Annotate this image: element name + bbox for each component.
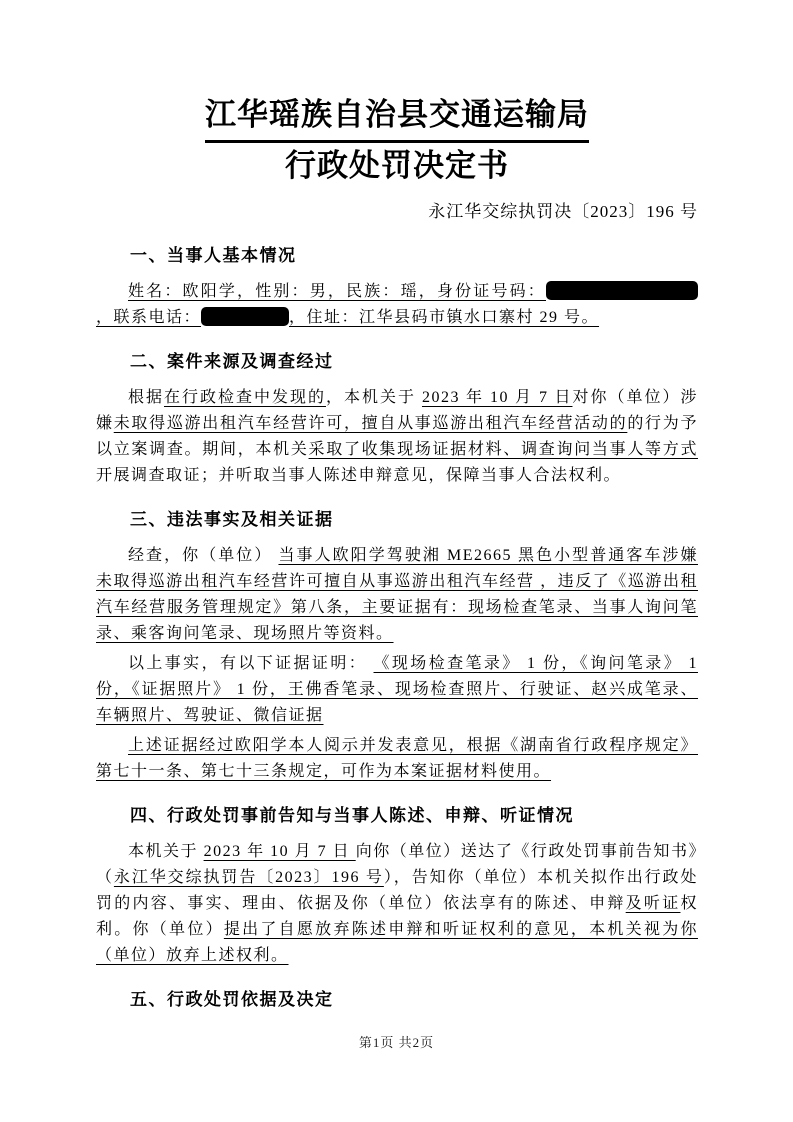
text-run: ），告知你（单位）本机关拟作出行政处罚的内容、事实、理由、依据及你（单位）依法享有的陈述、申辩 <box>96 869 698 912</box>
section-heading-1: 一、当事人基本情况 <box>130 246 297 265</box>
underlined-text-run: 未取得巡游出租汽车经营许可，擅自从事巡游出租汽车经营活动的 <box>113 415 628 432</box>
underlined-text-run: 提出了自愿放弃陈述申辩和听证权利的意见，本机关视为你（单位）放弃上述权利。 <box>96 921 698 964</box>
underlined-text-run: 在行政检查中发现的 <box>164 389 326 406</box>
section-heading-5: 五、行政处罚依据及决定 <box>130 990 334 1009</box>
section-4 <box>96 803 698 969</box>
text-run: 向你（单位）送达了《行政处罚事前告知书》（ <box>96 843 698 886</box>
paragraph-prior-notice <box>96 839 698 969</box>
paragraph-evidence-review <box>96 733 698 785</box>
paragraph-party-info <box>96 279 698 331</box>
section-heading-2: 二、案件来源及调查经过 <box>130 352 334 371</box>
document-title-line1: 江华瑶族自治县交通运输局 <box>205 92 589 143</box>
text-run: 开展调查取证；并听取当事人陈述申辩意见，保障当事人合法权利。 <box>96 467 622 484</box>
page-footer: 第1页 共2页 <box>358 1035 435 1050</box>
section-2 <box>96 349 698 489</box>
section-3 <box>96 507 698 785</box>
section-1 <box>96 243 698 331</box>
text-run: 以上事实，有以下证据证明： <box>128 655 374 672</box>
underlined-text-run: 上述证据经过欧阳学本人阅示并发表意见，根据《湖南省行政程序规定》第七十一条、第七十三条规定，可作为本案证据材料使用。 <box>96 737 698 780</box>
document-title-line2: 行政处罚决定书 <box>285 148 509 183</box>
section-heading-4: 四、行政处罚事前告知与当事人陈述、申辩、听证情况 <box>130 806 574 825</box>
document-number: 永江华交综执罚决〔2023〕196 号 <box>428 202 698 221</box>
text-run: 根据 <box>128 389 164 406</box>
section-5 <box>96 987 698 1013</box>
text-run: 经查，你（单位） <box>128 547 279 564</box>
text-run: 本机关于 <box>128 843 204 860</box>
paragraph-case-source <box>96 385 698 489</box>
underlined-text-run: 2023 年 10 月 7 日 <box>421 389 573 406</box>
paragraph-evidence-list <box>96 651 698 729</box>
underlined-text-run: 《现场检查笔录》 1 份，《询问笔录》 1 份，《证据照片》 1 份，王佛香笔录、现场检查照片、行驶证、赵兴成笔录、车辆照片、驾驶证、微信证据 <box>96 655 698 724</box>
underlined-text-run: 永江华交综执罚告〔2023〕196 号 <box>113 869 384 886</box>
underlined-text-run: 及听证 <box>625 895 681 912</box>
text-run: 权利。你（单位） <box>96 895 698 938</box>
underlined-text-run: ，住址：江华县码市镇水口寨村 29 号。 <box>289 309 600 326</box>
redaction-box <box>546 281 698 300</box>
underlined-text-run: 2023 年 10 月 7 日 <box>203 843 356 860</box>
underlined-text-run: 姓名：欧阳学，性别：男，民族：瑶，身份证号码： <box>128 283 546 300</box>
underlined-text-run: 当事人欧阳学驾驶湘 ME2665 黑色小型普通客车涉嫌未取得巡游出租汽车经营许可擅自从事巡游出租汽车经营 ，违反了《巡游出租汽车经营服务管理规定》第八条，主要证据有：现场检查笔录、当事人询问笔录、乘客询问笔录、现场照片等资料。 <box>96 547 698 642</box>
text-run: 对你（单位）涉嫌 <box>96 389 698 432</box>
paragraph-violation-facts <box>96 543 698 647</box>
underlined-text-run: 采取了收集现场证据材料、调查询问当事人等方式 <box>308 441 698 458</box>
section-heading-3: 三、违法事实及相关证据 <box>130 510 334 529</box>
redaction-box <box>201 307 289 326</box>
document-title-line1-wrap <box>96 92 698 143</box>
underlined-text-run: ，联系电话： <box>96 309 202 326</box>
text-run: ，本机关于 <box>325 389 422 406</box>
text-run: 的行为予以立案调查。期间，本机关 <box>96 415 698 458</box>
